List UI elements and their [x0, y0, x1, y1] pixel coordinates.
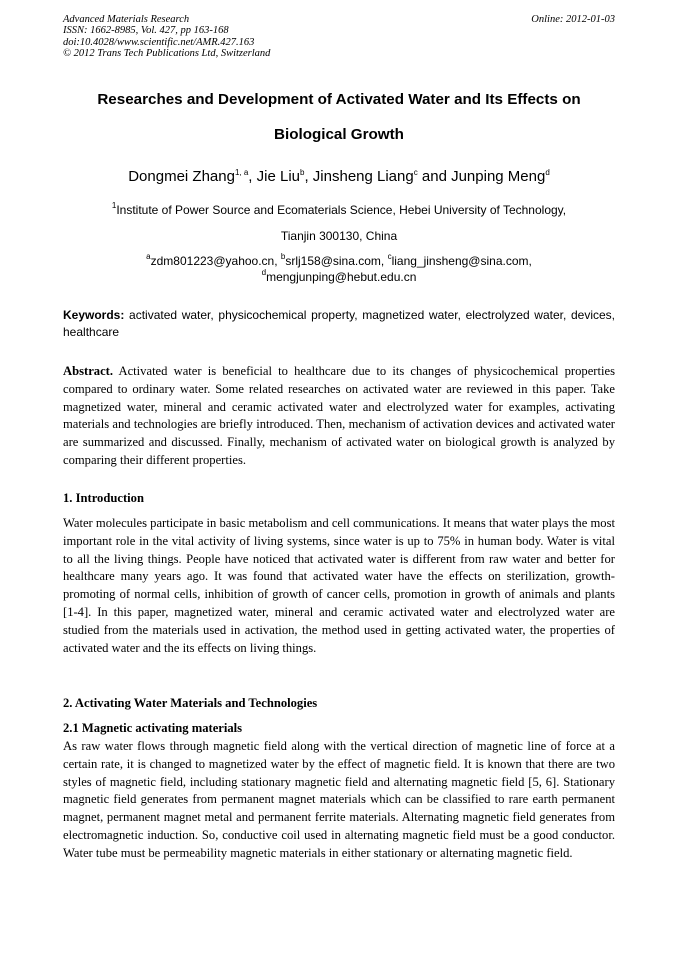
journal-name: Advanced Materials Research	[63, 14, 190, 25]
email-line-1	[63, 254, 615, 268]
keywords-label: Keywords:	[63, 308, 125, 322]
keywords	[63, 307, 615, 341]
email-link[interactable]: zdm801223@yahoo.cn,	[150, 254, 281, 268]
author-separator: ,	[304, 168, 313, 185]
abstract-label: Abstract.	[63, 364, 114, 378]
paper-title-line-1: Researches and Development of Activated Water and Its Effects on	[97, 91, 581, 108]
affiliation-text: Institute of Power Source and Ecomaterials Science, Hebei University of Technology,	[116, 203, 567, 217]
keywords-text: activated water, physicochemical property, magnetized water, electrolyzed water, devices, healthcare	[63, 308, 615, 339]
issn-line: ISSN: 1662-8985, Vol. 427, pp 163-168	[63, 25, 229, 37]
affiliation-line-1	[63, 203, 615, 217]
author-affiliation-mark: c	[413, 168, 418, 177]
email-mark: a	[146, 252, 151, 261]
author-name: Jinsheng Liang	[312, 168, 414, 185]
author-name: Junping Meng	[451, 168, 546, 185]
email-link[interactable]: srlj158@sina.com,	[285, 254, 388, 268]
email-mark: d	[261, 268, 267, 277]
author-affiliation-mark: d	[545, 168, 550, 177]
affiliation-line-2: Tianjin 300130, China	[280, 229, 398, 243]
author-separator: ,	[248, 168, 257, 185]
author-name: Dongmei Zhang	[128, 168, 235, 185]
journal-header	[63, 14, 615, 60]
author-separator: and	[417, 168, 452, 185]
author-list	[63, 168, 615, 185]
author-affiliation-mark: b	[300, 168, 305, 177]
abstract	[63, 363, 615, 470]
subsection-heading-2-1: 2.1 Magnetic activating materials	[63, 721, 243, 735]
email-mark: b	[280, 252, 286, 261]
email-link[interactable]: mengjunping@hebut.edu.cn	[266, 270, 417, 284]
subsection-2-1-text: As raw water flows through magnetic field along with the vertical direction of magnetic line of force at a certain rate, it is changed to magnetized water by the effect of magnetic field. It is known that there are two styles of magnetic field, including stationary magnetic field and alternating magnetic field [5, 6]. Stationary magnetic field generates from permanent magnet materials which can be classified to rare earth permanent magnet, permanent magnet metal and permanent ferrite materials. Alternating magnetic field generates from electromagnetic induction. So, conductive coil used in alternating magnetic field must be a good conductor. Water tube must be permeability magnetic materials in either stationary or alternating magnetic field.	[63, 739, 615, 860]
section-heading-2: 2. Activating Water Materials and Technologies	[63, 696, 318, 710]
online-date: Online: 2012-01-03	[531, 14, 615, 25]
introduction-text: Water molecules participate in basic metabolism and cell communications. It means that water plays the most important role in the vital activity of living systems, since water is up to 75% in human body. Water is vital to all the living things. People have noticed that activated water is different from raw water and better for healthcare many years ago. It was found that activated water have the effects on sterilization, growth-promoting of normal cells, inhibition of growth of cancer cells, promotion in growth of animals and plants [1-4]. In this paper, magnetized water, mineral and ceramic activated water and electrolyzed water are studied from the materials used in activation, the method used in getting activated water, the properties of activated water and the its effects on living things.	[63, 516, 615, 655]
paper-title-line-2: Biological Growth	[274, 126, 404, 143]
author-name: Jie Liu	[256, 168, 300, 185]
doi-line: doi:10.4028/www.scientific.net/AMR.427.163	[63, 36, 255, 48]
affiliation-mark: 1	[111, 201, 117, 210]
copyright-line: © 2012 Trans Tech Publications Ltd, Switzerland	[63, 48, 271, 60]
section-heading-introduction: 1. Introduction	[63, 491, 144, 505]
email-link[interactable]: liang_jinsheng@sina.com,	[391, 254, 532, 268]
email-mark: c	[387, 252, 392, 261]
abstract-text: Activated water is beneficial to healthcare due to its changes of physicochemical properties compared to ordinary water. Some related researches on activated water are reviewed in this paper. Take magnetized water, mineral and ceramic activated water and electrolyzed water for examples, activating materials and technologies are briefly introduced. Then, mechanism of activation devices and activated water are summarized and discussed. Finally, mechanism of activated water on biological growth is analyzed by comparing their different properties.	[63, 364, 615, 467]
author-affiliation-mark: 1, a	[234, 168, 249, 177]
email-line-2	[63, 270, 615, 284]
